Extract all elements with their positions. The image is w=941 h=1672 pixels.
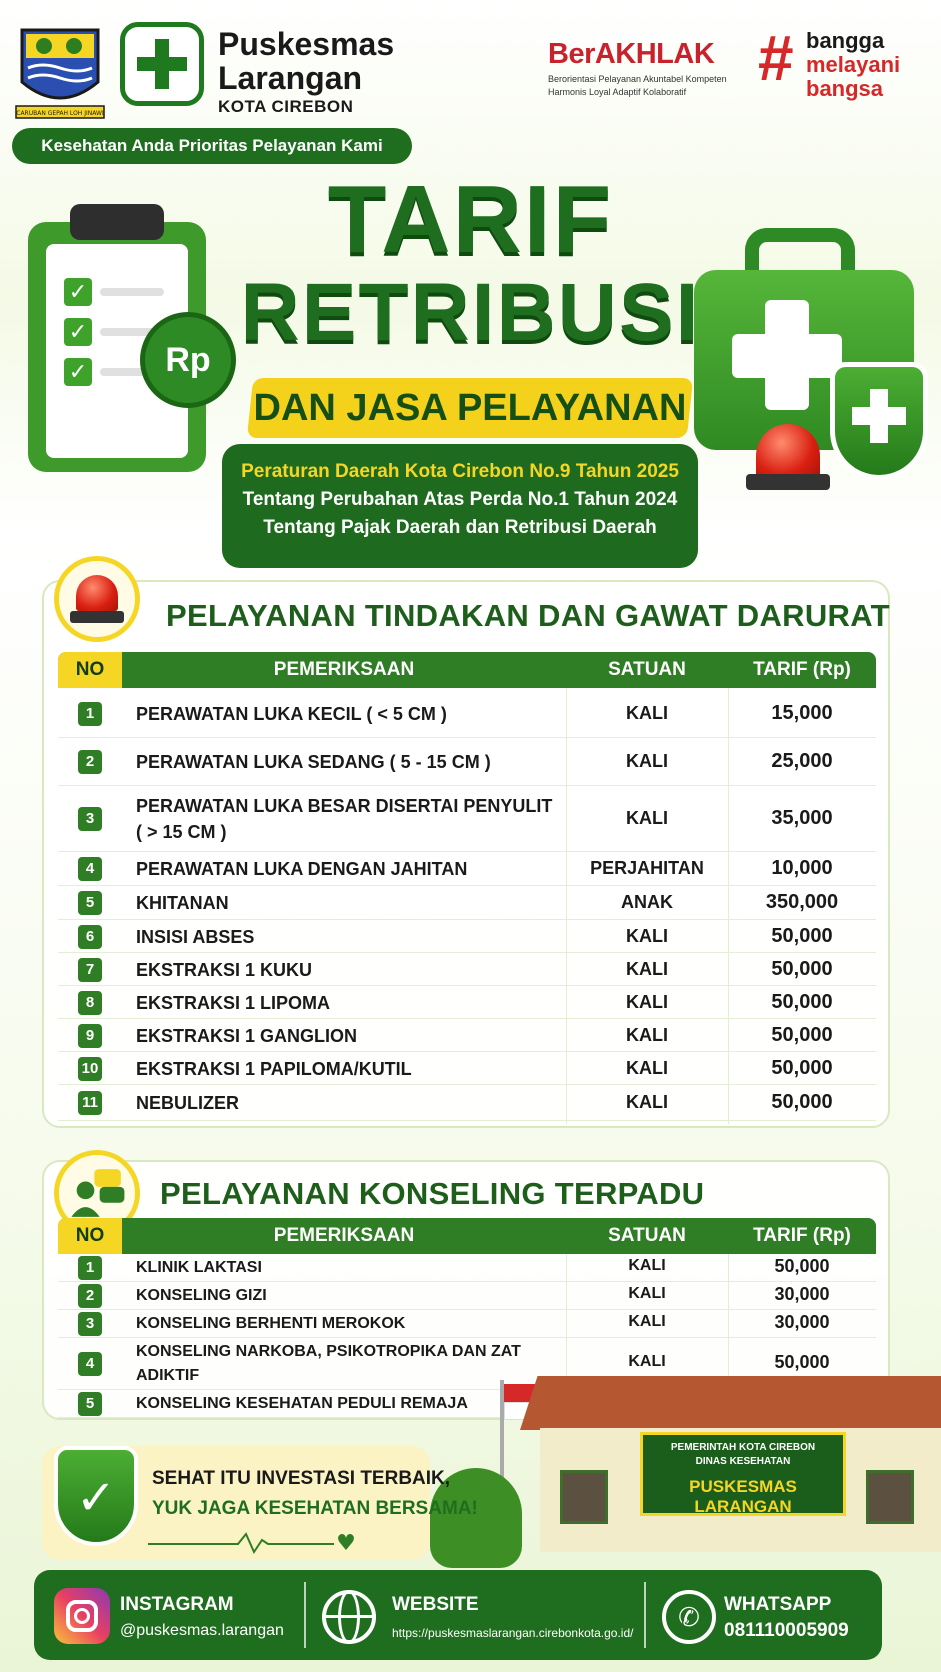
website-label: WEBSITE xyxy=(392,1594,479,1615)
row-tarif: 350,000 xyxy=(765,891,839,913)
row-satuan: KALI xyxy=(626,808,668,828)
row-number: 2 xyxy=(78,750,102,774)
row-pemeriksaan: EKSTRAKSI 1 KUKU xyxy=(136,960,313,980)
row-number: 1 xyxy=(78,702,102,726)
check-glyph: ✓ xyxy=(75,1472,117,1525)
row-tarif: 10,000 xyxy=(771,857,833,879)
row-pemeriksaan: EKSTRAKSI 1 GANGLION xyxy=(136,1026,358,1046)
row-tarif: 30,000 xyxy=(774,1312,830,1332)
table-emergency-header xyxy=(58,652,876,688)
col-tarif: TARIF (Rp) xyxy=(753,659,851,680)
brand-line-1: Puskesmas xyxy=(218,26,395,62)
row-number: 4 xyxy=(78,857,102,881)
rupiah-coin-icon: Rp xyxy=(140,312,236,408)
table-row xyxy=(58,1019,876,1052)
row-tarif: 15,000 xyxy=(771,702,833,724)
row-number: 3 xyxy=(78,1312,102,1336)
row-satuan: KALI xyxy=(628,1353,666,1370)
row-satuan: PERJAHITAN xyxy=(590,858,704,878)
row-tarif: 30,000 xyxy=(774,1284,830,1304)
promo-line-1: SEHAT ITU INVESTASI TERBAIK, xyxy=(152,1468,451,1489)
table-row xyxy=(58,986,876,1019)
row-pemeriksaan: KONSELING KESEHATAN PEDULI REMAJA xyxy=(136,1395,468,1412)
heartbeat-line-icon xyxy=(148,1530,362,1554)
regulation-line-3: Tentang Pajak Daerah dan Retribusi Daerah xyxy=(263,517,657,538)
table-row xyxy=(58,1085,876,1121)
building-sign-2: DINAS KESEHATAN xyxy=(695,1456,791,1467)
row-pemeriksaan: EKSTRAKSI 1 LIPOMA xyxy=(136,993,331,1013)
row-satuan: KALI xyxy=(628,1257,666,1274)
table-row xyxy=(58,690,876,738)
table-row xyxy=(58,1282,876,1310)
hero-title-2: RETRIBUSI xyxy=(240,267,701,358)
siren-base xyxy=(746,474,830,490)
building-sign-3: PUSKESMAS LARANGAN xyxy=(689,1477,797,1516)
city-crest-icon xyxy=(12,22,108,122)
row-number: 10 xyxy=(78,1057,102,1081)
whatsapp-label: WHATSAPP xyxy=(724,1594,832,1615)
row-satuan: KALI xyxy=(626,1025,668,1045)
row-satuan: KALI xyxy=(626,926,668,946)
col-pemeriksaan: PEMERIKSAAN xyxy=(273,659,415,680)
table-row xyxy=(58,920,876,953)
brand-name xyxy=(218,28,394,115)
instagram-label: INSTAGRAM xyxy=(120,1594,234,1615)
footer-divider xyxy=(304,1582,306,1648)
col-no: NO xyxy=(58,652,122,688)
row-number: 9 xyxy=(78,1024,102,1048)
building-sign-1: PEMERINTAH KOTA CIREBON xyxy=(670,1442,816,1453)
row-pemeriksaan: PERAWATAN LUKA DENGAN JAHITAN xyxy=(136,859,468,879)
row-satuan: KALI xyxy=(626,751,668,771)
regulation-line-2: Tentang Perubahan Atas Perda No.1 Tahun 2024 xyxy=(242,489,678,510)
col-satuan: SATUAN xyxy=(608,1225,686,1246)
row-pemeriksaan: PERAWATAN LUKA BESAR DISERTAI PENYULIT ( > 15 CM ) xyxy=(136,796,553,842)
row-pemeriksaan: KONSELING GIZI xyxy=(136,1287,267,1304)
brand-line-2: Larangan xyxy=(218,60,363,96)
row-number: 2 xyxy=(78,1284,102,1308)
bangga-word-3: bangsa xyxy=(806,76,884,101)
row-tarif: 50,000 xyxy=(771,1091,833,1113)
checkbox-icon: ✓ xyxy=(64,318,92,346)
berakhlak-title: BerAKHLAK xyxy=(548,38,715,70)
row-tarif: 50,000 xyxy=(771,1057,833,1079)
row-number: 6 xyxy=(78,925,102,949)
row-tarif: 50,000 xyxy=(774,1352,830,1372)
row-pemeriksaan: KONSELING NARKOBA, PSIKOTROPIKA DAN ZAT ADIKTIF xyxy=(136,1343,521,1384)
row-tarif: 50,000 xyxy=(774,1256,830,1276)
row-number: 4 xyxy=(78,1352,102,1376)
row-tarif: 35,000 xyxy=(771,807,833,829)
row-number: 11 xyxy=(78,1091,102,1115)
bangga-word-2: melayani xyxy=(806,52,901,77)
col-tarif: TARIF (Rp) xyxy=(753,1225,851,1246)
health-cross-icon xyxy=(120,22,204,106)
building-sign xyxy=(640,1432,846,1516)
berakhlak-logo xyxy=(548,38,727,97)
row-pemeriksaan: KONSELING BERHENTI MEROKOK xyxy=(136,1315,406,1332)
table-row xyxy=(58,1052,876,1085)
col-no: NO xyxy=(58,1218,122,1254)
table-row xyxy=(58,1310,876,1338)
window xyxy=(560,1470,608,1524)
row-pemeriksaan: PERAWATAN LUKA SEDANG ( 5 - 15 CM ) xyxy=(136,752,491,772)
col-pemeriksaan: PEMERIKSAAN xyxy=(273,1225,415,1246)
siren-icon xyxy=(54,556,140,642)
shield-check-icon xyxy=(54,1446,138,1546)
footer-divider xyxy=(644,1582,646,1648)
building-roof xyxy=(520,1376,941,1430)
row-tarif: 50,000 xyxy=(771,1024,833,1046)
globe-icon[interactable] xyxy=(322,1590,376,1644)
instagram-icon[interactable] xyxy=(54,1588,110,1644)
table-row xyxy=(58,953,876,986)
berakhlak-sub-2: Harmonis Loyal Adaptif Kolaboratif xyxy=(548,87,687,97)
row-satuan: KALI xyxy=(628,1313,666,1330)
row-number: 8 xyxy=(78,991,102,1015)
window xyxy=(866,1470,914,1524)
instagram-link[interactable]: @puskesmas.larangan xyxy=(120,1622,284,1639)
regulation-line-1: Peraturan Daerah Kota Cirebon No.9 Tahun 2025 xyxy=(241,461,679,482)
row-satuan: KALI xyxy=(626,959,668,979)
shield-cross-icon xyxy=(830,362,928,480)
row-pemeriksaan: PERAWATAN LUKA KECIL ( < 5 CM ) xyxy=(136,704,447,724)
table-row xyxy=(58,886,876,920)
row-pemeriksaan: KLINIK LAKTASI xyxy=(136,1259,262,1276)
brand-line-3: KOTA CIREBON xyxy=(218,97,354,116)
hashtag-icon: # xyxy=(758,22,794,94)
row-number: 7 xyxy=(78,958,102,982)
row-pemeriksaan: KHITANAN xyxy=(136,893,229,913)
row-satuan: KALI xyxy=(626,1058,668,1078)
row-satuan: KALI xyxy=(626,703,668,723)
tagline: Kesehatan Anda Prioritas Pelayanan Kami xyxy=(12,128,412,164)
heart-icon: ♥ xyxy=(336,1531,356,1554)
row-pemeriksaan: INSISI ABSES xyxy=(136,927,255,947)
website-link[interactable]: https://puskesmaslarangan.cirebonkota.go.id/ xyxy=(392,1626,634,1640)
bangga-word-1: bangga xyxy=(806,28,885,53)
hero-subtitle: DAN JASA PELAYANAN xyxy=(253,387,687,429)
row-satuan: KALI xyxy=(626,992,668,1012)
whatsapp-icon[interactable]: ✆ xyxy=(662,1590,716,1644)
row-tarif: 50,000 xyxy=(771,958,833,980)
promo-line-2: YUK JAGA KESEHATAN BERSAMA! xyxy=(152,1498,478,1519)
row-number: 3 xyxy=(78,807,102,831)
row-satuan: ANAK xyxy=(621,892,673,912)
row-tarif: 50,000 xyxy=(771,925,833,947)
row-satuan: KALI xyxy=(626,1092,668,1112)
row-tarif: 25,000 xyxy=(771,750,833,772)
hero-title-1: TARIF xyxy=(327,166,614,273)
row-number: 5 xyxy=(78,1392,102,1416)
table-row xyxy=(58,738,876,786)
row-tarif: 50,000 xyxy=(771,991,833,1013)
row-satuan: KALI xyxy=(628,1285,666,1302)
crest-motto: CARUBAN GEPAH LOH JINAWI xyxy=(16,110,104,117)
checkbox-icon: ✓ xyxy=(64,358,92,386)
table-row xyxy=(58,852,876,886)
section-counseling-title: PELAYANAN KONSELING TERPADU xyxy=(160,1176,705,1211)
berakhlak-sub-1: Berorientasi Pelayanan Akuntabel Kompeten xyxy=(548,74,727,84)
col-satuan: SATUAN xyxy=(608,659,686,680)
section-emergency-title: PELAYANAN TINDAKAN DAN GAWAT DARURAT xyxy=(166,598,890,633)
checkbox-icon: ✓ xyxy=(64,278,92,306)
regulation-box xyxy=(222,444,698,568)
row-pemeriksaan: NEBULIZER xyxy=(136,1093,239,1113)
row-pemeriksaan: EKSTRAKSI 1 PAPILOMA/KUTIL xyxy=(136,1059,412,1079)
row-number: 1 xyxy=(78,1256,102,1280)
whatsapp-link[interactable]: 081110005909 xyxy=(724,1620,849,1641)
table-row xyxy=(58,1254,876,1282)
row-number: 5 xyxy=(78,891,102,915)
table-row xyxy=(58,786,876,852)
table-counseling-header xyxy=(58,1218,876,1254)
